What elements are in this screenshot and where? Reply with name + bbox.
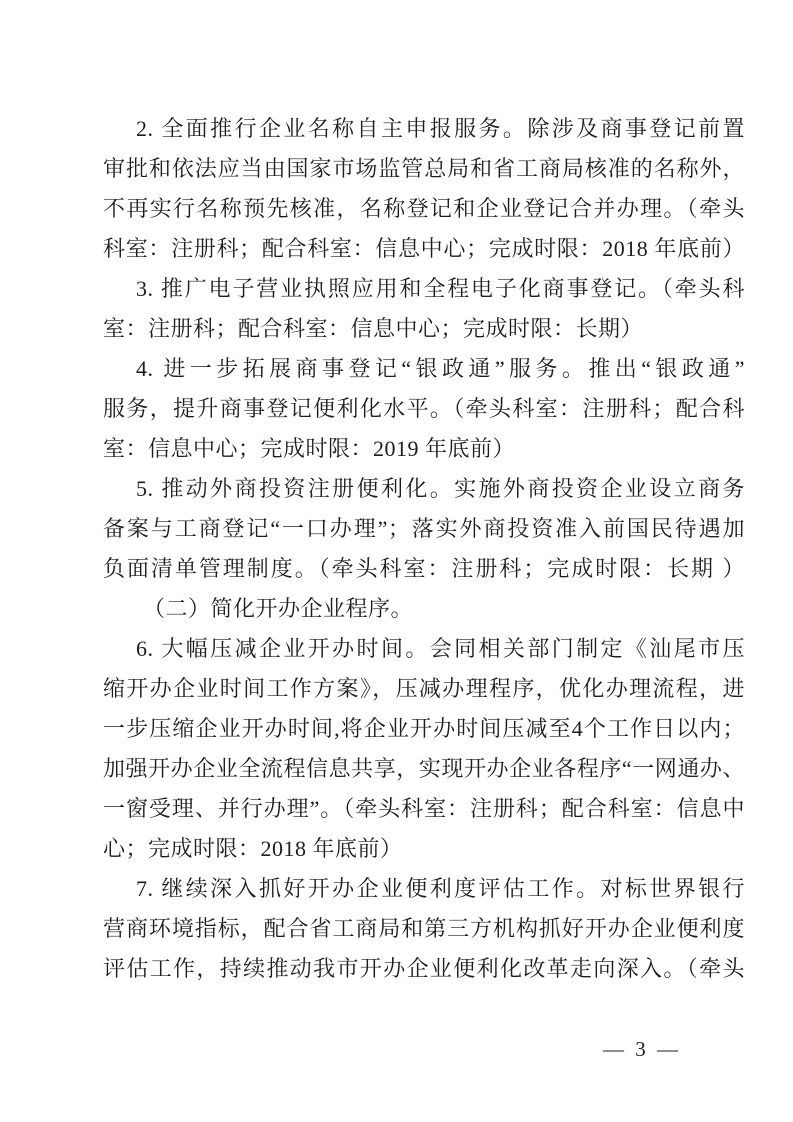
text-line: 审批和依法应当由国家市场监管总局和省工商局核准的名称外， — [103, 156, 745, 181]
text-line: 4. 进一步拓展商事登记“银政通”服务。推出“银政通” — [136, 356, 745, 381]
text-line: 室：注册科；配合科室：信息中心；完成时限：长期） — [103, 316, 644, 341]
text-line: 心；完成时限：2018 年底前） — [103, 836, 403, 861]
text-line: 加强开办企业全流程信息共享，实现开办企业各程序“一网通办、 — [103, 756, 745, 781]
paragraph-item-7 — [103, 869, 745, 989]
text-line: 一窗受理、并行办理”。（牵头科室：注册科；配合科室：信息中 — [103, 796, 745, 821]
text-line: （二）简化开办企业程序。 — [143, 596, 414, 621]
text-line: 6. 大幅压减企业开办时间。会同相关部门制定《汕尾市压 — [136, 636, 745, 661]
text-line: 7. 继续深入抓好开办企业便利度评估工作。对标世界银行 — [136, 876, 745, 901]
text-line: 不再实行名称预先核准，名称登记和企业登记合并办理。（牵头 — [103, 196, 745, 221]
paragraph-item-5 — [103, 469, 745, 589]
document-body — [103, 109, 745, 989]
text-line: 营商环境指标，配合省工商局和第三方机构抓好开办企业便利度 — [103, 916, 745, 941]
text-line: 评估工作，持续推动我市开办企业便利化改革走向深入。（牵头 — [103, 956, 745, 981]
text-line: 负面清单管理制度。（牵头科室：注册科；完成时限：长期 ） — [103, 556, 745, 581]
text-line: 备案与工商登记“一口办理”；落实外商投资准入前国民待遇加 — [103, 516, 745, 541]
text-line: 2. 全面推行企业名称自主申报服务。除涉及商事登记前置 — [136, 116, 745, 141]
paragraph-item-3 — [103, 269, 745, 349]
paragraph-item-4 — [103, 349, 745, 469]
text-line: 缩开办企业时间工作方案》，压减办理程序，优化办理流程，进 — [103, 676, 745, 701]
text-line: 5. 推动外商投资注册便利化。实施外商投资企业设立商务 — [136, 476, 745, 501]
page-number: — 3 — — [603, 1037, 679, 1061]
paragraph-item-2 — [103, 109, 745, 269]
text-line: 室：信息中心；完成时限：2019 年底前） — [103, 436, 516, 461]
text-line: 一步压缩企业开办时间,将企业开办时间压减至4个工作日以内； — [103, 716, 745, 741]
text-line: 3. 推广电子营业执照应用和全程电子化商事登记。（牵头科 — [136, 276, 745, 301]
text-line: 科室：注册科；配合科室：信息中心；完成时限：2018 年底前） — [103, 236, 745, 261]
paragraph-item-6 — [103, 629, 745, 869]
section-heading — [103, 589, 745, 629]
text-line: 服务，提升商事登记便利化水平。（牵头科室：注册科；配合科 — [103, 396, 745, 421]
